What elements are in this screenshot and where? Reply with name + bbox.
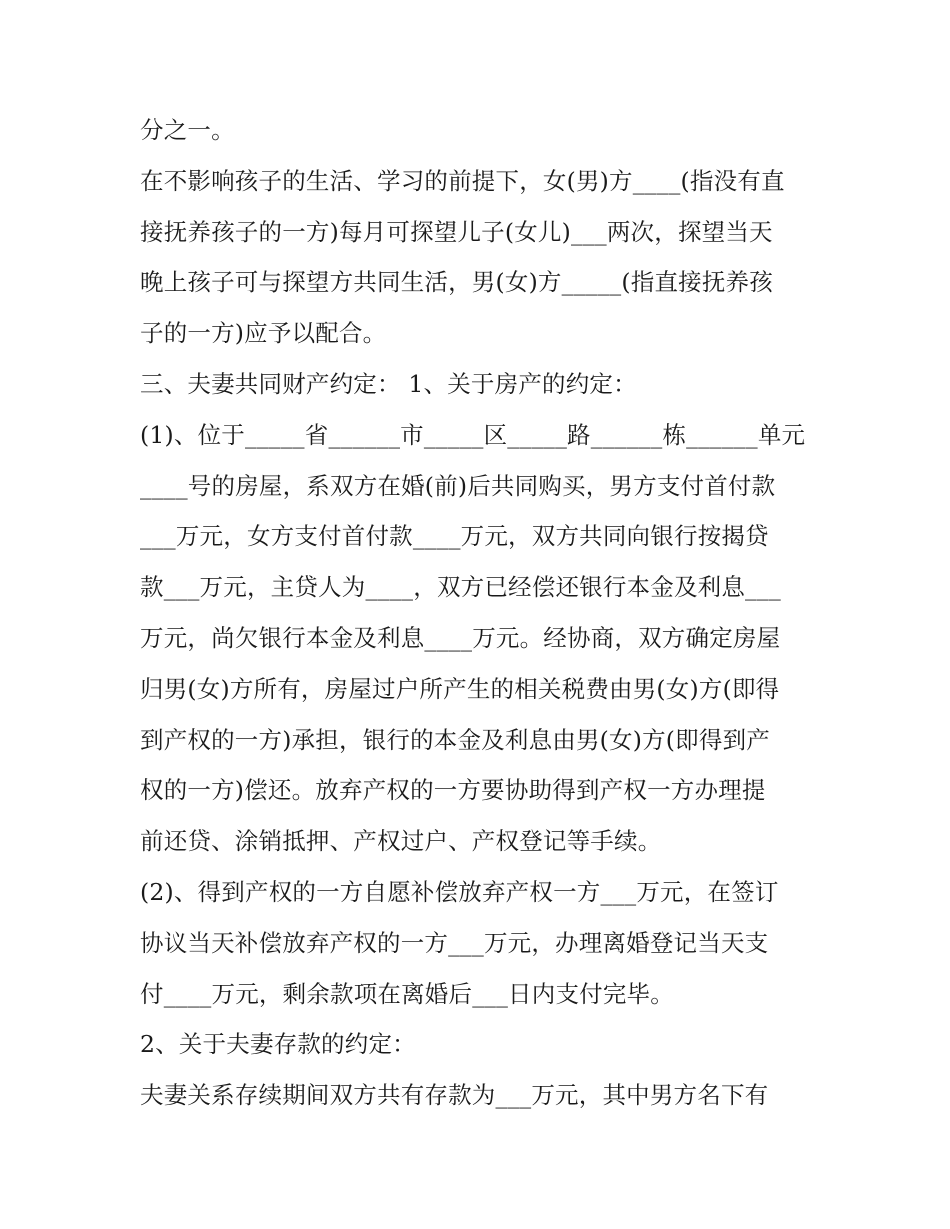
document-body [140,105,830,1121]
text-line: (2)、得到产权的一方自愿补偿放弃产权一方___万元，在签订 [140,877,779,906]
text-line: 晚上孩子可与探望方共同生活，男(女)方_____(指直接抚养孩 [140,268,773,297]
text-line: ___万元，女方支付首付款____万元，双方共同向银行按揭贷 [140,522,769,551]
section-heading-deposits: 2、关于夫妻存款的约定： [140,1030,416,1059]
text-line: 付____万元，剩余款项在离婚后___日内支付完毕。 [140,979,674,1008]
text-line: 前还贷、涂销抵押、产权过户、产权登记等手续。 [140,827,662,856]
text-line: 款___万元，主贷人为____，双方已经偿还银行本金及利息___ [140,573,781,602]
text-line: 分之一。 [140,116,235,144]
text-line: 万元，尚欠银行本金及利息____万元。经协商，双方确定房屋 [140,623,781,652]
text-line: 到产权的一方)承担，银行的本金及利息由男(女)方(即得到产 [140,725,770,754]
text-line: 在不影响孩子的生活、学习的前提下，女(男)方____(指没有直 [140,166,785,195]
text-line: 协议当天补偿放弃产权的一方___万元，办理离婚登记当天支 [140,928,769,957]
text-line: 权的一方)偿还。放弃产权的一方要协助得到产权一方办理提 [140,776,766,805]
text-line: 子的一方)应予以配合。 [140,319,387,348]
text-line: ____号的房屋，系双方在婚(前)后共同购买，男方支付首付款 [140,471,776,500]
text-line: 夫妻关系存续期间双方共有存款为___万元，其中男方名下有 [140,1081,769,1110]
text-line: (1)、位于_____省______市_____区_____路______栋______单元 [140,420,806,449]
text-line: 接抚养孩子的一方)每月可探望儿子(女儿)___两次，探望当天 [140,217,773,246]
text-line: 归男(女)方所有，房屋过户所产生的相关税费由男(女)方(即得 [140,674,780,703]
section-heading-property: 三、夫妻共同财产约定： 1、关于房产的约定： [140,369,637,398]
